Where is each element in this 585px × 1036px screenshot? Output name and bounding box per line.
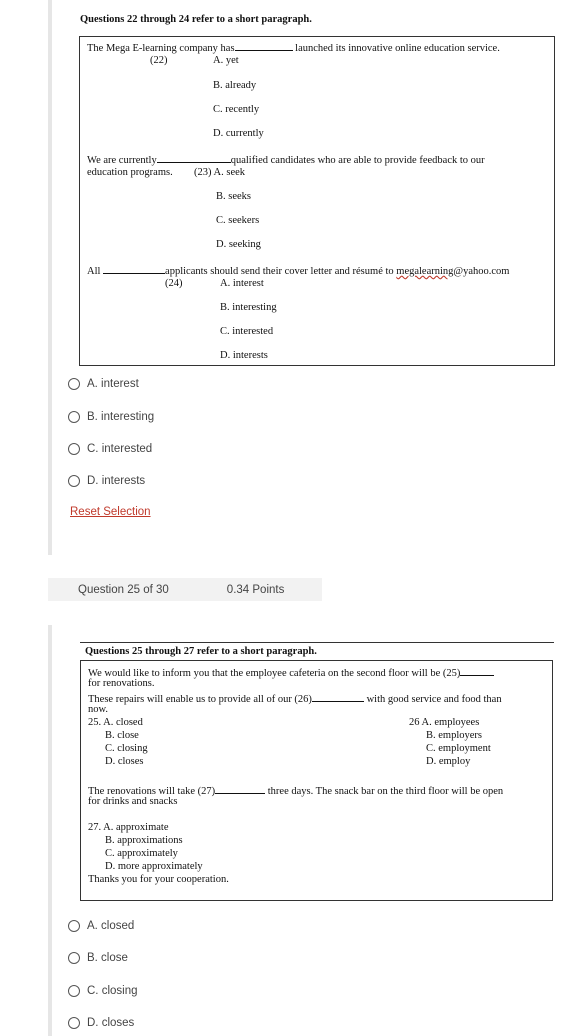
choice-label: C. closing [87,985,138,997]
option-27-b: B. approximations [105,835,183,846]
blank-25 [460,665,494,676]
radio-icon[interactable] [68,475,80,487]
choice-label: B. close [87,952,128,964]
question-number: Question 25 of 30 [78,583,169,596]
option-23-c: C. seekers [216,215,260,226]
number-24: (24) [165,278,183,289]
passage-24-part-b: applicants should send their cover letter and résumé to [165,266,394,277]
passage-23-line2: education programs. [87,167,173,178]
radio-icon[interactable] [68,411,80,423]
question-points: 0.34 Points [226,583,285,596]
option-22-a: A. yet [213,55,239,66]
option-23-a: (23) A. seek [194,167,246,178]
passage-26-part-b: with good service and food than [366,694,502,705]
option-27-d: D. more approximately [105,861,203,872]
question-header [48,578,322,601]
radio-icon[interactable] [68,920,80,932]
email-username: megalearning [396,266,454,277]
choice-d[interactable] [68,475,145,487]
passage-22-part-b: launched its innovative online education service. [295,43,500,54]
choice-label: D. interests [87,475,146,487]
blank-26 [312,691,364,702]
passage-22-part-a: The Mega E-learning company has [87,43,235,54]
passage-23-text [87,152,485,166]
reset-selection-link[interactable]: Reset Selection [70,506,151,518]
option-25-d: D. closes [105,756,144,767]
passage-27-part-b: three days. The snack bar on the third floor will be open [267,786,504,797]
passage-25-line2: for renovations. [88,678,155,689]
choice-a[interactable] [68,920,134,932]
passage-title: Questions 22 through 24 refer to a short paragraph. [80,14,312,25]
email-domain: @yahoo.com [453,266,510,277]
passage-26-text [88,691,502,705]
option-25-c: C. closing [105,743,148,754]
passage-22-text [87,40,500,54]
radio-icon[interactable] [68,1017,80,1029]
choice-a[interactable] [68,378,139,390]
passage-24-part-a: All [87,266,101,277]
blank-27 [215,783,265,794]
passage-24-text [87,263,509,277]
passage-25-text [88,665,494,679]
option-23-b: B. seeks [216,191,251,202]
radio-icon[interactable] [68,378,80,390]
choice-label: B. interesting [87,411,155,423]
option-27-a: 27. A. approximate [88,822,169,833]
option-22-b: B. already [213,80,257,91]
passage-27-text [88,783,503,797]
radio-icon[interactable] [68,985,80,997]
option-24-d: D. interests [220,350,268,361]
radio-icon[interactable] [68,952,80,964]
option-24-c: C. interested [220,326,274,337]
option-26-c: C. employment [426,743,491,754]
question-left-border [48,0,52,555]
number-22: (22) [150,55,168,66]
choice-label: A. closed [87,920,135,932]
passage-27-line2: for drinks and snacks [88,796,178,807]
choice-c[interactable] [68,985,138,997]
option-24-a: A. interest [220,278,264,289]
passage-23-part-a: We are currently [87,155,157,166]
closing-line: Thanks you for your cooperation. [88,874,229,885]
passage-23-part-b: qualified candidates who are able to provide feedback to our [230,155,485,166]
passage-26-line2: now. [88,704,109,715]
choice-b[interactable] [68,411,154,423]
option-26-a: 26 A. employees [409,717,480,728]
option-27-c: C. approximately [105,848,178,859]
blank-22 [235,40,293,51]
title-rule [80,642,554,643]
passage-title: Questions 25 through 27 refer to a short paragraph. [85,646,317,657]
passage-26-part-a: These repairs will enable us to provide all of our (26) [88,694,312,705]
option-23-d: D. seeking [216,239,261,250]
option-25-b: B. close [105,730,139,741]
blank-23 [157,152,231,163]
passage-25-part-a: We would like to inform you that the employee cafeteria on the second floor will be (25) [88,668,461,679]
passage-box [80,660,553,901]
passage-box [79,36,555,366]
choice-label: C. interested [87,443,153,455]
choice-d[interactable] [68,1017,134,1029]
option-24-b: B. interesting [220,302,277,313]
blank-24 [103,263,165,274]
option-22-c: C. recently [213,104,260,115]
choice-label: A. interest [87,378,139,390]
choice-label: D. closes [87,1017,135,1029]
option-25-a: 25. A. closed [88,717,143,728]
option-26-d: D. employ [426,756,471,767]
passage-27-part-a: The renovations will take (27) [88,786,216,797]
option-26-b: B. employers [426,730,482,741]
option-22-d: D. currently [213,128,264,139]
radio-icon[interactable] [68,443,80,455]
choice-b[interactable] [68,952,128,964]
choice-c[interactable] [68,443,152,455]
question-left-border [48,625,52,1036]
